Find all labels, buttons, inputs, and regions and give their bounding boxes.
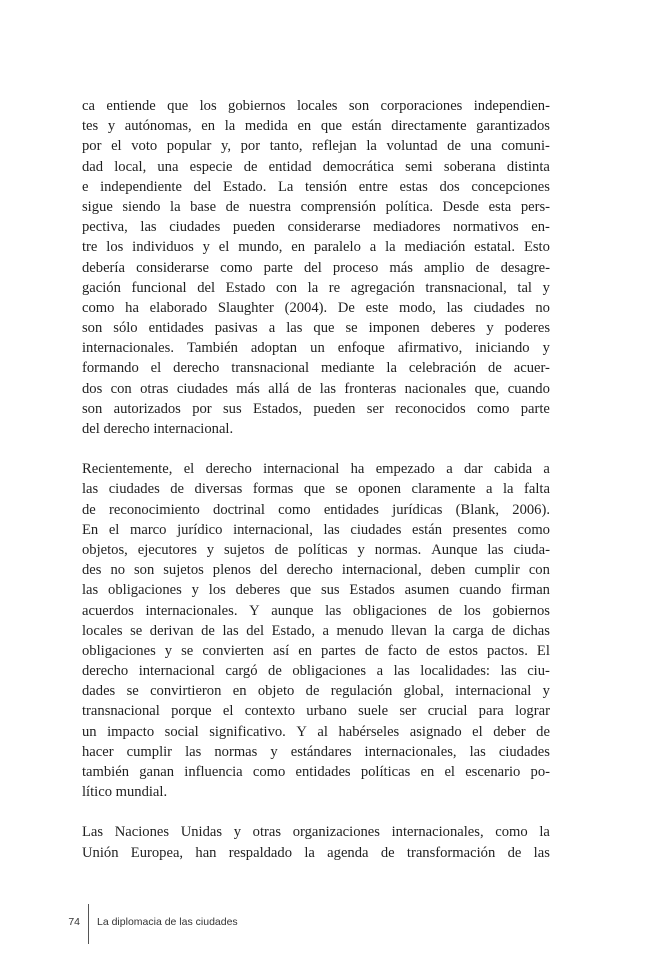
paragraph — [82, 459, 550, 802]
text-line: son autorizados por sus Estados, pueden ser reconocidos como parte — [82, 400, 550, 417]
text-line: las ciudades de diversas formas que se oponen claramente a la falta — [82, 481, 550, 498]
footer-divider — [88, 904, 89, 944]
page-number: 74 — [68, 916, 80, 928]
text-line: internacionales. También adoptan un enfoque afirmativo, iniciando y — [82, 340, 550, 357]
text-line: des no son sujetos plenos del derecho internacional, deben cumplir con — [82, 562, 550, 579]
text-line: derecho internacional cargó de obligaciones a las localidades: las ciu- — [82, 663, 550, 680]
text-line: obligaciones y se convierten así en partes de facto de estos pactos. El — [82, 642, 550, 659]
text-line: objetos, ejecutores y sujetos de políticas y normas. Aunque las ciuda- — [82, 541, 550, 558]
text-line: del derecho internacional. — [82, 421, 234, 437]
text-line: como ha elaborado Slaughter (2004). De este modo, las ciudades no — [82, 299, 550, 316]
page-footer — [0, 898, 650, 954]
text-line: sigue siendo la base de nuestra comprensión política. Desde esta pers- — [82, 198, 550, 215]
text-line: tes y autónomas, en la medida en que están directamente garantizados — [82, 118, 550, 135]
text-line: debería considerarse como parte del proceso más amplio de desagre- — [82, 259, 550, 276]
text-line: transnacional porque el contexto urbano suele ser crucial para lograr — [82, 703, 550, 720]
paragraph — [82, 822, 550, 862]
text-line: gación funcional del Estado con la re agregación transnacional, tal y — [82, 279, 550, 296]
text-line: de reconocimiento doctrinal como entidades jurídicas (Blank, 2006). — [82, 501, 550, 518]
text-line: acuerdos internacionales. Y aunque las obligaciones de los gobiernos — [82, 602, 550, 619]
text-line: En el marco jurídico internacional, las ciudades están presentes como — [82, 521, 550, 538]
text-line: formando el derecho transnacional mediante la celebración de acuer- — [82, 360, 550, 377]
text-line: dad local, una especie de entidad democrática semi soberana distinta — [82, 158, 550, 175]
text-line: Recientemente, el derecho internacional ha empezado a dar cabida a — [82, 461, 550, 478]
text-line: por el voto popular y, por tanto, reflejan la voluntad de una comuni- — [82, 138, 550, 155]
running-title: La diplomacia de las ciudades — [97, 916, 238, 928]
text-line: las obligaciones y los deberes que sus Estados asumen cuando firman — [82, 582, 550, 599]
text-line: lítico mundial. — [82, 784, 168, 801]
text-line: un impacto social significativo. Y al habérseles asignado el deber de — [82, 723, 550, 740]
body-text — [82, 96, 550, 863]
text-line: locales se derivan de las del Estado, a menudo llevan la carga de dichas — [82, 622, 550, 639]
text-line: e independiente del Estado. La tensión entre estas dos concepciones — [82, 178, 550, 195]
text-line: dades se convirtieron en objeto de regulación global, internacional y — [82, 683, 550, 700]
paragraph-gap — [82, 802, 550, 822]
text-line: también ganan influencia como entidades políticas en el escenario po- — [82, 764, 550, 780]
text-line: ca entiende que los gobiernos locales son corporaciones independien- — [82, 98, 550, 114]
text-line: pectiva, las ciudades pueden considerarse mediadores normativos en- — [82, 219, 550, 236]
text-line: hacer cumplir las normas y estándares internacionales, las ciudades — [82, 743, 550, 760]
text-line: tre los individuos y el mundo, en paralelo a la mediación estatal. Esto — [82, 239, 550, 256]
text-line: dos con otras ciudades más allá de las fronteras nacionales que, cuando — [82, 380, 550, 397]
paragraph-gap — [82, 439, 550, 459]
paragraph — [82, 96, 550, 439]
text-line: Unión Europea, han respaldado la agenda de transformación de las — [82, 844, 550, 861]
text-line: son sólo entidades pasivas a las que se imponen deberes y poderes — [82, 320, 550, 337]
text-line: Las Naciones Unidas y otras organizaciones internacionales, como la — [82, 824, 550, 841]
